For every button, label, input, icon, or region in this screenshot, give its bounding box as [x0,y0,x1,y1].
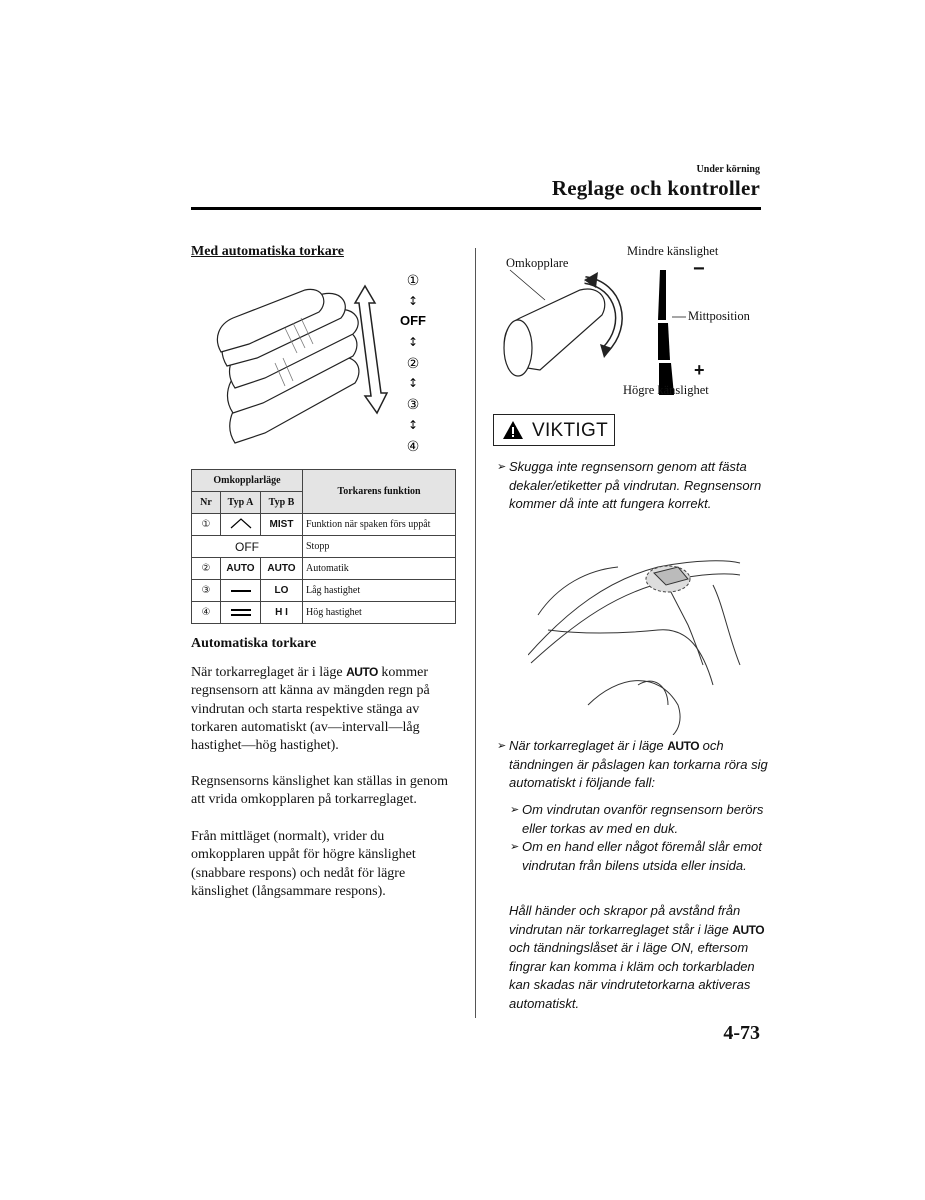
warning-label: VIKTIGT [532,420,608,441]
arrow-bullet-icon: ➢ [497,740,507,752]
stalk-pos-2: ② [406,356,420,372]
low-speed-icon [231,590,251,592]
auto-symbol: AUTO [667,739,700,753]
paragraph-auto: När torkarreglaget är i läge AUTO kommer regnsensorn att känna av mängden regn på vindrutan och starta respektive stänga av torkaren automatiskt (av—intervall—låg hastighet—hög hastighet). [191,665,430,754]
high-speed-icon [231,609,251,616]
arrow-bullet-icon: ➢ [510,841,520,853]
stalk-pos-3: ③ [406,397,420,413]
table-head-group: Omkopplarläge [192,470,303,492]
row-type-b: H I [261,602,303,624]
stalk-arrow-4: ↕ [407,418,419,432]
row-nr: ② [192,558,221,580]
table-row [192,580,456,602]
bullet-auto: ➢ När torkarreglaget är i läge AUTO och tändningen är påslagen kan torkarna röra sig automatiskt i följande fall: [497,738,768,790]
stalk-arrow-2: ↕ [407,335,419,349]
row-type-b: LO [261,580,303,602]
row-type-a [221,602,261,624]
table-head-nr: Nr [192,492,221,514]
page-title: Reglage och kontroller [551,176,760,200]
arrow-bullet-icon: ➢ [510,804,520,816]
row-function: Hög hastighet [303,602,456,624]
row-type-b: AUTO [261,558,303,580]
table-head-type-b: Typ B [261,492,303,514]
warning-box [493,414,615,446]
label-more-sensitive: Högre känslighet [623,383,709,397]
stalk-arrow-3: ↕ [407,376,419,390]
label-plus: + [694,360,705,380]
paragraph-adjust: Från mittläget (normalt), vrider du omkopplaren uppåt för högre känslighet (snabbare respons) och nedåt för lägre känslighet (långsammare respons). [191,829,416,899]
auto-symbol: AUTO [732,922,765,937]
table-row [192,514,456,536]
row-type-a: AUTO [221,558,261,580]
auto-symbol: AUTO [346,665,378,679]
wiper-function-table [191,469,456,624]
row-nr: ③ [192,580,221,602]
bullet-sensor: ➢ Skugga inte regnsensorn genom att fästa dekaler/etiketter på vindrutan. Regnsensorn kommer då inte att fungera korrekt. [497,459,762,511]
row-nr: ④ [192,602,221,624]
row-type-a [221,580,261,602]
mist-icon [229,517,253,529]
paragraph-sensitivity: Regnsensorns känslighet kan ställas in genom att vrida omkopplaren på torkarreglaget. [191,774,449,808]
label-minus: − [693,258,705,280]
row-function: Automatik [303,558,456,580]
row-function: Stopp [303,536,456,558]
stalk-pos-1: ① [406,273,420,289]
warning-icon [502,420,524,440]
row-nr: ① [192,514,221,536]
page-number: 4-73 [723,1022,760,1044]
sub-bullet-hand: ➢ Om en hand eller något föremål slår emot vindrutan från bilens utsida eller insida. [510,839,762,873]
sub-heading: Automatiska torkare [191,636,317,651]
stalk-pos-4: ④ [406,439,420,455]
windshield-illustration [528,555,743,735]
stalk-arrow-1: ↕ [407,294,419,308]
row-type-b: MIST [261,514,303,536]
wiper-stalk-illustration [205,268,435,463]
label-mid: Mittposition [688,309,750,323]
label-less-sensitive: Mindre känslighet [627,244,719,258]
table-head-function: Torkarens funktion [303,470,456,514]
row-off: OFF [192,536,303,558]
sub-bullet-wiped: ➢ Om vindrutan ovanför regnsensorn berörs eller torkas av med en duk. [510,802,764,836]
row-function: Låg hastighet [303,580,456,602]
table-row [192,602,456,624]
column-divider [475,248,476,1018]
row-function: Funktion när spaken förs uppåt [303,514,456,536]
table-row [192,558,456,580]
label-switch: Omkopplare [506,256,569,270]
left-heading: Med automatiska torkare [191,244,344,259]
section-label: Under körning [696,164,760,175]
row-type-a [221,514,261,536]
table-head-type-a: Typ A [221,492,261,514]
note-hands: Håll händer och skrapor på avstånd från vindrutan när torkarreglaget står i läge AUTO och tändningslåset är i läge ON, eftersom fingrar kan komma i kläm och torkarbladen kan skadas när vindrutetorkarna aktiveras automatiskt. [509,903,765,1011]
table-row [192,536,456,558]
arrow-bullet-icon: ➢ [497,461,507,473]
header-rule [191,207,761,210]
stalk-pos-off: OFF [400,313,426,328]
